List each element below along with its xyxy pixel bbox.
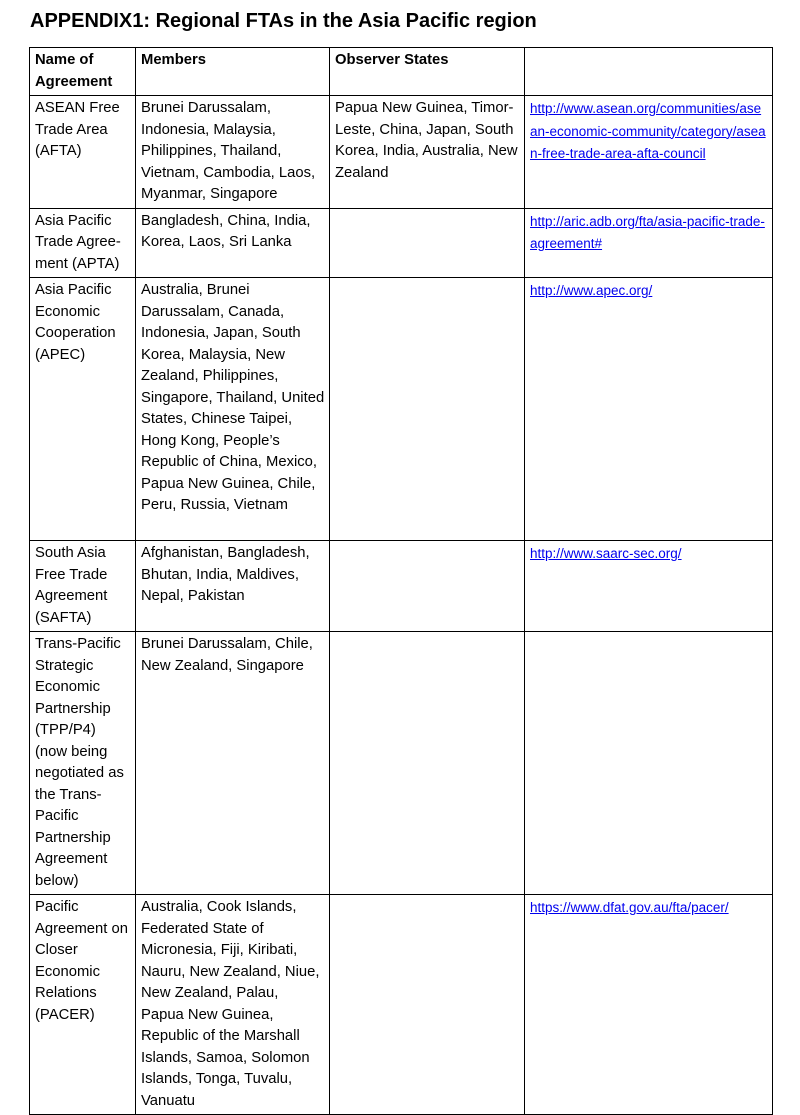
agreement-name: ASEAN Free Trade Area (AFTA) [30,96,136,209]
table-header-row [30,48,773,96]
agreement-link[interactable]: http://www.saarc-sec.org/ [530,546,682,561]
agreement-members: Australia, Cook Islands, Federated State of Micronesia, Fiji, Kiribati, Nauru, New Zealand, Niue, New Zealand, Palau, Papua New Guinea, Republic of the Marshall Islands, Samoa, Solomon Islands, Tonga, Tuvalu, Vanuatu [136,895,330,1115]
agreement-link-cell [525,895,773,1115]
agreement-members: Brunei Darussalam, Chile, New Zealand, Singapore [136,632,330,895]
agreement-observers [330,278,525,541]
agreement-observers [330,632,525,895]
table-row [30,632,773,895]
header-observers: Observer States [330,48,525,96]
agreement-observers [330,541,525,632]
table-row [30,208,773,278]
table-row [30,895,773,1115]
agreement-link-cell [525,541,773,632]
header-members: Members [136,48,330,96]
table-row [30,96,773,209]
agreement-link[interactable]: https://www.dfat.gov.au/fta/pacer/ [530,900,729,915]
agreement-members: Australia, Brunei Darussalam, Canada, Indonesia, Japan, South Korea, Malaysia, New Zealand, Philippines, Singapore, Thailand, United States, Chinese Taipei, Hong Kong, People’s Republic of China, Mexico, Papua New Guinea, Chile, Peru, Russia, Vietnam [136,278,330,541]
fta-table [29,47,773,1115]
agreement-observers [330,895,525,1115]
agreement-members: Bangladesh, China, India, Korea, Laos, Sri Lanka [136,208,330,278]
agreement-name: Pacific Agreement on Closer Economic Relations (PACER) [30,895,136,1115]
agreement-link-cell [525,96,773,209]
agreement-name: Trans-Pacific Strategic Economic Partnership (TPP/P4) (now being negotiated as the Trans-Pacific Partnership Agreement below) [30,632,136,895]
agreement-link-cell [525,278,773,541]
table-row [30,278,773,541]
table-row [30,541,773,632]
page-title: APPENDIX1: Regional FTAs in the Asia Pacific region [30,10,537,32]
agreement-name: South Asia Free Trade Agreement (SAFTA) [30,541,136,632]
agreement-name: Asia Pacific Trade Agree-ment (APTA) [30,208,136,278]
agreement-observers [330,208,525,278]
agreement-members: Brunei Darussalam, Indonesia, Malaysia, Philippines, Thailand, Vietnam, Cambodia, Laos, Myanmar, Singapore [136,96,330,209]
agreement-link-cell [525,632,773,895]
agreement-link[interactable]: http://www.apec.org/ [530,283,653,298]
agreement-link[interactable]: http://www.asean.org/communities/asean-economic-community/category/asean-free-trade-area-afta-council [530,101,766,161]
agreement-link-cell [525,208,773,278]
header-name: Name of Agreement [30,48,136,96]
agreement-name: Asia Pacific Economic Cooperation (APEC) [30,278,136,541]
agreement-observers: Papua New Guinea, Timor-Leste, China, Japan, South Korea, India, Australia, New Zealand [330,96,525,209]
agreement-link[interactable]: http://aric.adb.org/fta/asia-pacific-trade-agreement# [530,213,765,251]
header-link [525,48,773,96]
agreement-members: Afghanistan, Bangladesh, Bhutan, India, Maldives, Nepal, Pakistan [136,541,330,632]
